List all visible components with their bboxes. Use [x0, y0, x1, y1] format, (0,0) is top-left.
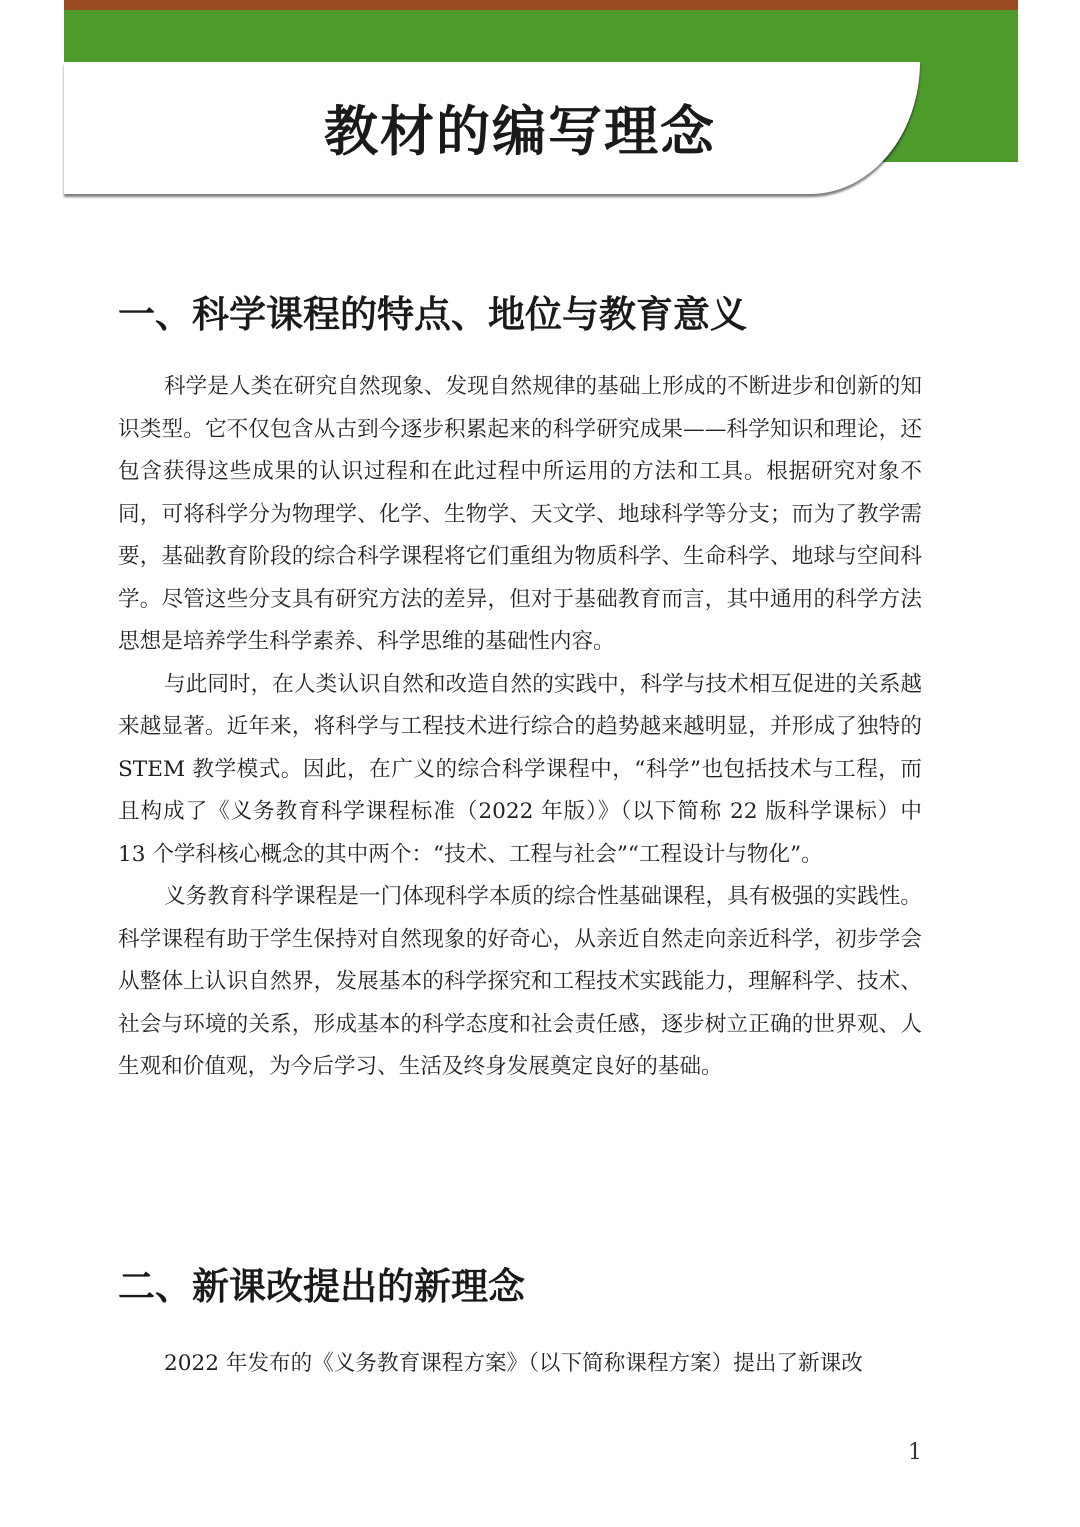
- section-heading-2: 二、新课改提出的新理念: [118, 1265, 525, 1308]
- section-heading-1: 一、科学课程的特点、地位与教育意义: [118, 293, 747, 336]
- section-1-body: [118, 366, 922, 1089]
- page-title: 教材的编写理念: [324, 100, 716, 163]
- paragraph-4: 2022 年发布的《义务教育课程方案》（以下简称课程方案）提出了新课改: [164, 1351, 863, 1376]
- paragraph-1: 科学是人类在研究自然现象、发现自然规律的基础上形成的不断进步和创新的知识类型。它不仅包含从古到今逐步积累起来的科学研究成果——科学知识和理论，还包含获得这些成果的认识过程和在此过程中所运用的方法和工具。根据研究对象不同，可将科学分为物理学、化学、生物学、天文学、地球科学等分支；而为了教学需要，基础教育阶段的综合科学课程将它们重组为物质科学、生命科学、地球与空间科学。尽管这些分支具有研究方法的差异，但对于基础教育而言，其中通用的科学方法思想是培养学生科学素养、科学思维的基础性内容。: [118, 374, 922, 654]
- page-number: 1: [908, 1440, 922, 1465]
- paragraph-3: 义务教育科学课程是一门体现科学本质的综合性基础课程，具有极强的实践性。科学课程有助于学生保持对自然现象的好奇心，从亲近自然走向亲近科学，初步学会从整体上认识自然界，发展基本的科学探究和工程技术实践能力，理解科学、技术、社会与环境的关系，形成基本的科学态度和社会责任感，逐步树立正确的世界观、人生观和价值观，为今后学习、生活及终身发展奠定良好的基础。: [118, 884, 922, 1079]
- header-top-strip: [64, 0, 1018, 10]
- paragraph-2: 与此同时，在人类认识自然和改造自然的实践中，科学与技术相互促进的关系越来越显著。近年来，将科学与工程技术进行综合的趋势越来越明显，并形成了独特的 STEM 教学模式。因此，在广义的综合科学课程中，“科学”也包括技术与工程，而且构成了《义务教育科学课程标准（2022 年版）》（以下简称 22 版科学课标）中 13 个学科核心概念的其中两个：“技术、工程与社会”“工程设计与物化”。: [118, 671, 922, 867]
